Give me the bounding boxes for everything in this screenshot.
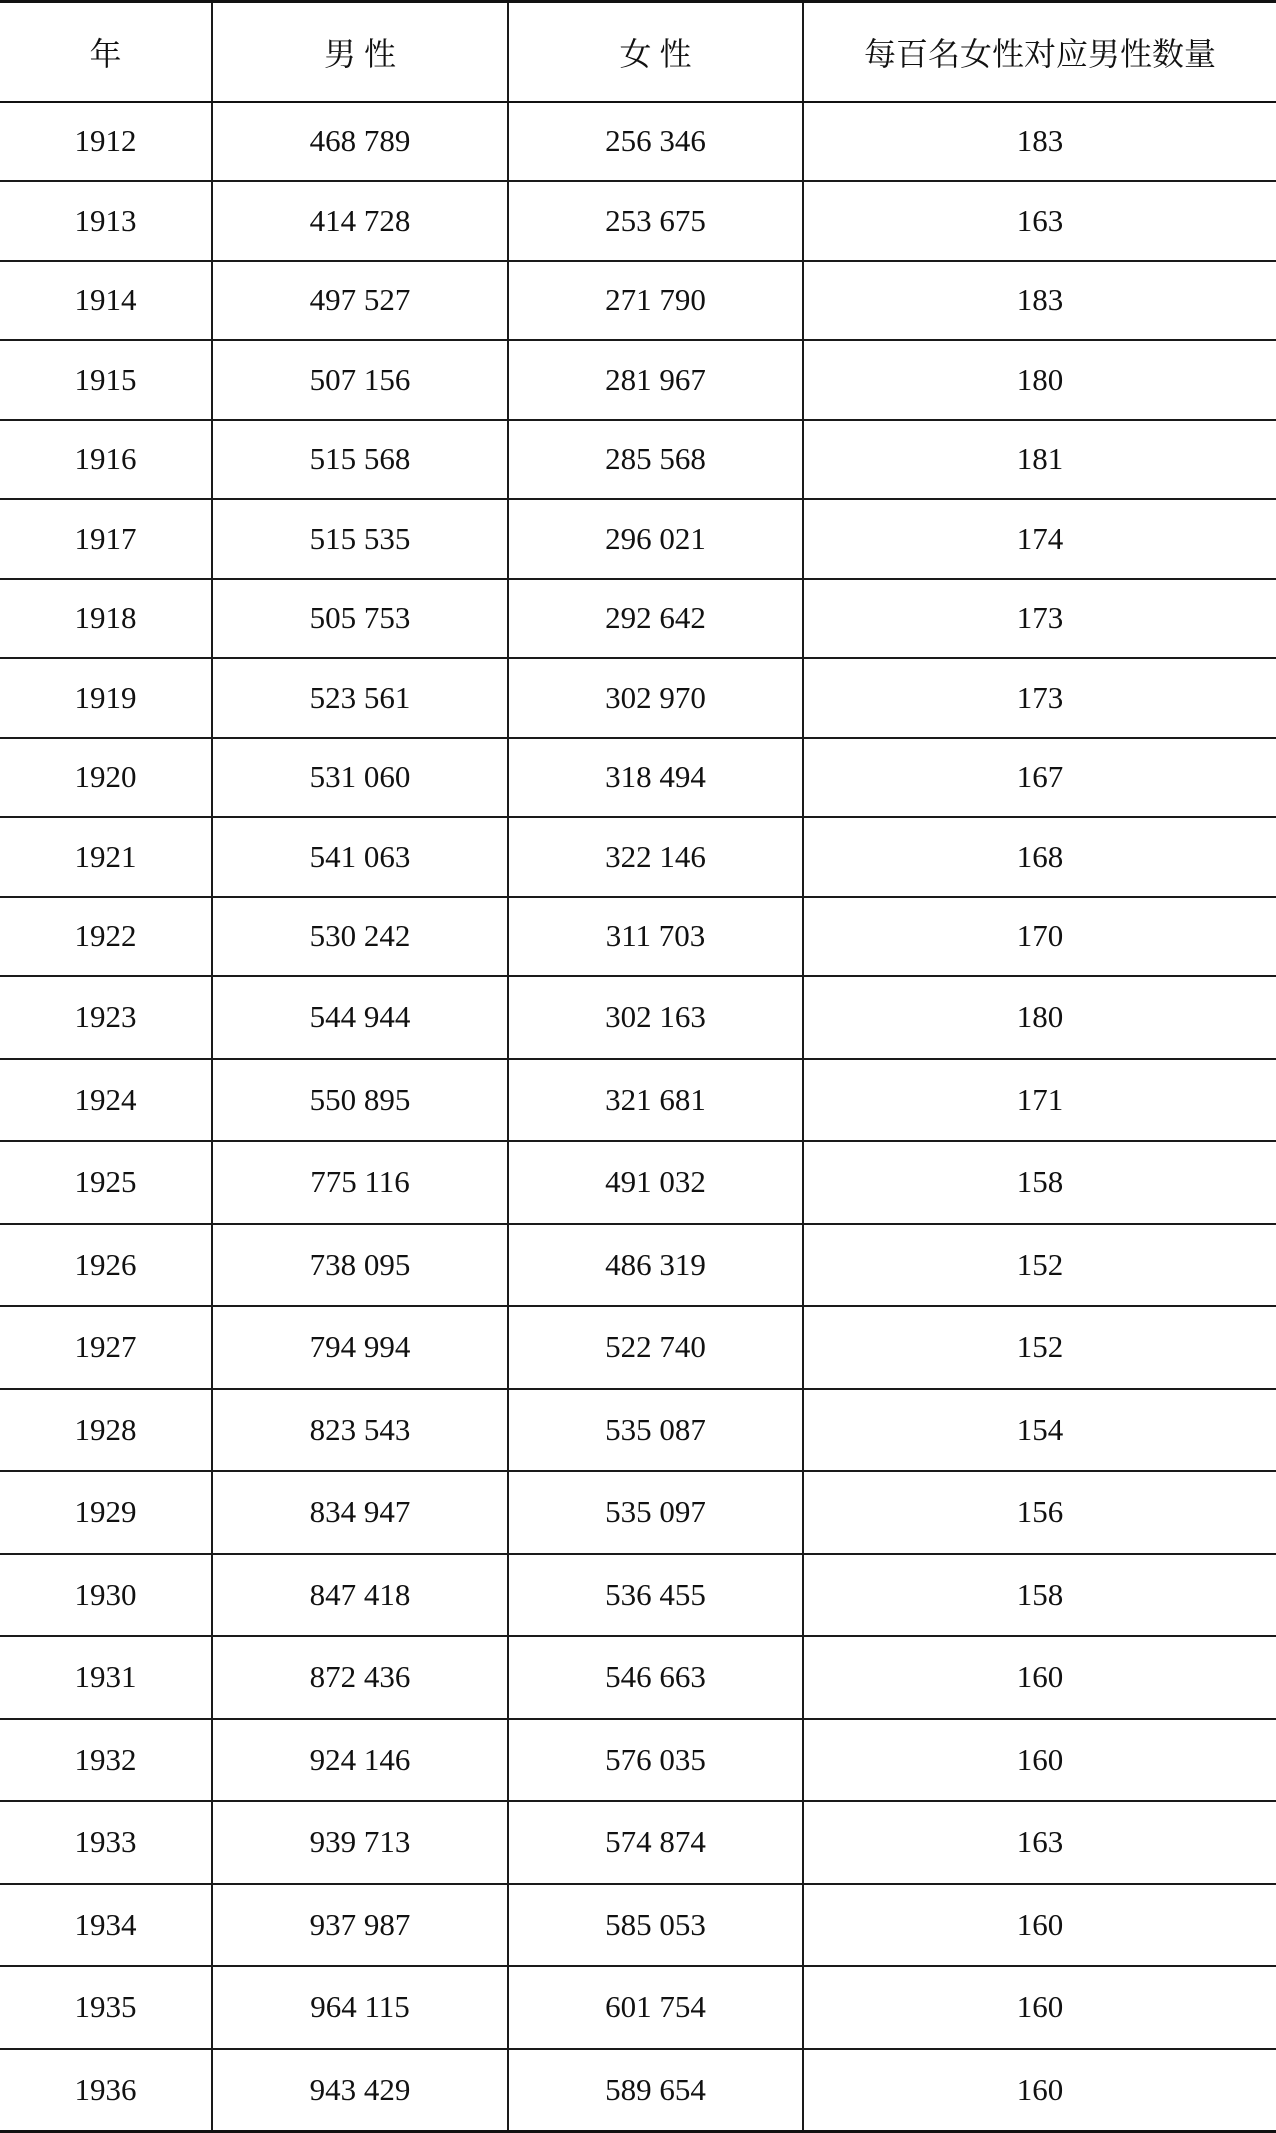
cell-year: 1927 (0, 1306, 212, 1389)
cell-ratio: 171 (803, 1059, 1276, 1142)
cell-year: 1929 (0, 1471, 212, 1554)
cell-male: 505 753 (212, 579, 508, 659)
table-row (0, 658, 1276, 738)
cell-male: 468 789 (212, 102, 508, 182)
cell-ratio: 152 (803, 1224, 1276, 1307)
table-row (0, 1059, 1276, 1142)
cell-ratio: 158 (803, 1554, 1276, 1637)
cell-female: 535 087 (508, 1389, 803, 1472)
cell-female: 601 754 (508, 1966, 803, 2049)
header-ratio: 每百名女性对应男性数量 (803, 2, 1276, 102)
cell-male: 530 242 (212, 897, 508, 977)
cell-female: 302 970 (508, 658, 803, 738)
cell-male: 414 728 (212, 181, 508, 261)
cell-female: 256 346 (508, 102, 803, 182)
table-row (0, 1554, 1276, 1637)
cell-female: 535 097 (508, 1471, 803, 1554)
table-body (0, 102, 1276, 2132)
cell-ratio: 174 (803, 499, 1276, 579)
table-row (0, 261, 1276, 341)
table-row (0, 420, 1276, 500)
cell-ratio: 163 (803, 1801, 1276, 1884)
cell-year: 1930 (0, 1554, 212, 1637)
header-female: 女 性 (508, 2, 803, 102)
cell-year: 1934 (0, 1884, 212, 1967)
table-row (0, 1884, 1276, 1967)
cell-ratio: 183 (803, 102, 1276, 182)
cell-ratio: 167 (803, 738, 1276, 818)
cell-ratio: 168 (803, 817, 1276, 897)
cell-male: 872 436 (212, 1636, 508, 1719)
cell-male: 794 994 (212, 1306, 508, 1389)
cell-year: 1924 (0, 1059, 212, 1142)
cell-ratio: 180 (803, 976, 1276, 1059)
table-row (0, 1966, 1276, 2049)
table-row (0, 897, 1276, 977)
cell-male: 823 543 (212, 1389, 508, 1472)
table-row (0, 1141, 1276, 1224)
header-row (0, 2, 1276, 102)
cell-year: 1917 (0, 499, 212, 579)
cell-male: 507 156 (212, 340, 508, 420)
cell-year: 1922 (0, 897, 212, 977)
cell-male: 924 146 (212, 1719, 508, 1802)
cell-year: 1932 (0, 1719, 212, 1802)
cell-year: 1914 (0, 261, 212, 341)
cell-year: 1918 (0, 579, 212, 659)
table-row (0, 579, 1276, 659)
cell-year: 1919 (0, 658, 212, 738)
cell-female: 296 021 (508, 499, 803, 579)
cell-year: 1926 (0, 1224, 212, 1307)
cell-year: 1921 (0, 817, 212, 897)
cell-female: 536 455 (508, 1554, 803, 1637)
cell-ratio: 180 (803, 340, 1276, 420)
cell-ratio: 160 (803, 1966, 1276, 2049)
table-row (0, 1471, 1276, 1554)
cell-year: 1931 (0, 1636, 212, 1719)
cell-year: 1915 (0, 340, 212, 420)
cell-female: 585 053 (508, 1884, 803, 1967)
table-row (0, 102, 1276, 182)
cell-female: 574 874 (508, 1801, 803, 1884)
table-row (0, 1224, 1276, 1307)
table-row (0, 181, 1276, 261)
cell-ratio: 152 (803, 1306, 1276, 1389)
header-year: 年 (0, 2, 212, 102)
cell-ratio: 173 (803, 579, 1276, 659)
cell-female: 589 654 (508, 2049, 803, 2132)
cell-ratio: 163 (803, 181, 1276, 261)
cell-year: 1923 (0, 976, 212, 1059)
cell-male: 515 568 (212, 420, 508, 500)
cell-ratio: 173 (803, 658, 1276, 738)
cell-female: 285 568 (508, 420, 803, 500)
cell-ratio: 160 (803, 1636, 1276, 1719)
cell-female: 546 663 (508, 1636, 803, 1719)
cell-male: 550 895 (212, 1059, 508, 1142)
cell-ratio: 181 (803, 420, 1276, 500)
table-row (0, 1719, 1276, 1802)
cell-year: 1936 (0, 2049, 212, 2132)
cell-male: 964 115 (212, 1966, 508, 2049)
cell-year: 1933 (0, 1801, 212, 1884)
cell-male: 497 527 (212, 261, 508, 341)
cell-male: 531 060 (212, 738, 508, 818)
cell-year: 1928 (0, 1389, 212, 1472)
cell-ratio: 156 (803, 1471, 1276, 1554)
cell-female: 302 163 (508, 976, 803, 1059)
cell-ratio: 158 (803, 1141, 1276, 1224)
cell-male: 515 535 (212, 499, 508, 579)
cell-female: 311 703 (508, 897, 803, 977)
cell-year: 1920 (0, 738, 212, 818)
cell-male: 847 418 (212, 1554, 508, 1637)
cell-year: 1913 (0, 181, 212, 261)
cell-year: 1935 (0, 1966, 212, 2049)
table-row (0, 817, 1276, 897)
cell-female: 522 740 (508, 1306, 803, 1389)
cell-year: 1916 (0, 420, 212, 500)
cell-female: 318 494 (508, 738, 803, 818)
cell-male: 834 947 (212, 1471, 508, 1554)
table-row (0, 340, 1276, 420)
cell-male: 775 116 (212, 1141, 508, 1224)
table-row (0, 1636, 1276, 1719)
header-male: 男 性 (212, 2, 508, 102)
cell-female: 486 319 (508, 1224, 803, 1307)
table-row (0, 499, 1276, 579)
cell-female: 281 967 (508, 340, 803, 420)
cell-year: 1925 (0, 1141, 212, 1224)
cell-year: 1912 (0, 102, 212, 182)
cell-male: 523 561 (212, 658, 508, 738)
cell-ratio: 154 (803, 1389, 1276, 1472)
cell-male: 943 429 (212, 2049, 508, 2132)
cell-ratio: 160 (803, 1719, 1276, 1802)
cell-male: 541 063 (212, 817, 508, 897)
table-header (0, 2, 1276, 102)
table-row (0, 1306, 1276, 1389)
cell-female: 292 642 (508, 579, 803, 659)
cell-ratio: 160 (803, 1884, 1276, 1967)
table-row (0, 1389, 1276, 1472)
cell-female: 271 790 (508, 261, 803, 341)
cell-male: 544 944 (212, 976, 508, 1059)
cell-male: 939 713 (212, 1801, 508, 1884)
cell-ratio: 170 (803, 897, 1276, 977)
cell-female: 491 032 (508, 1141, 803, 1224)
table-row (0, 976, 1276, 1059)
cell-female: 321 681 (508, 1059, 803, 1142)
cell-ratio: 160 (803, 2049, 1276, 2132)
cell-male: 738 095 (212, 1224, 508, 1307)
cell-female: 576 035 (508, 1719, 803, 1802)
cell-female: 253 675 (508, 181, 803, 261)
cell-male: 937 987 (212, 1884, 508, 1967)
cell-ratio: 183 (803, 261, 1276, 341)
cell-female: 322 146 (508, 817, 803, 897)
table-row (0, 1801, 1276, 1884)
table-row (0, 2049, 1276, 2132)
table-row (0, 738, 1276, 818)
